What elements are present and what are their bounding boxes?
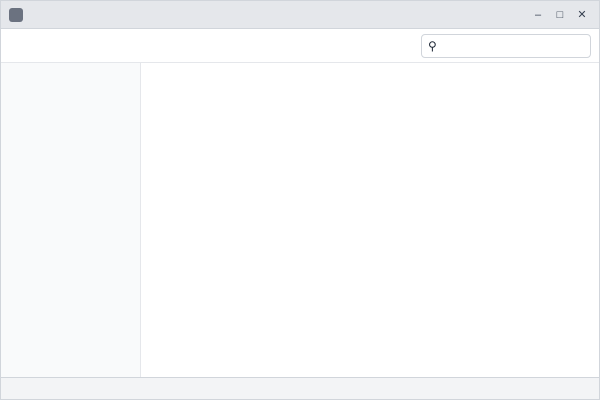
app-icon <box>9 8 23 22</box>
search-icon: ⚲ <box>428 38 437 53</box>
search-input[interactable] <box>441 40 584 52</box>
toolbar <box>1 29 599 63</box>
sidebar <box>1 63 141 377</box>
content-area <box>1 63 599 377</box>
minimize-icon[interactable]: – <box>534 8 542 21</box>
main-panel <box>141 63 599 377</box>
window-controls <box>529 6 591 24</box>
title-bar <box>1 1 599 29</box>
search-box[interactable] <box>421 34 591 58</box>
maximize-icon[interactable]: □ <box>556 8 564 21</box>
status-bar <box>1 377 599 399</box>
close-icon[interactable]: ✕ <box>577 9 587 21</box>
